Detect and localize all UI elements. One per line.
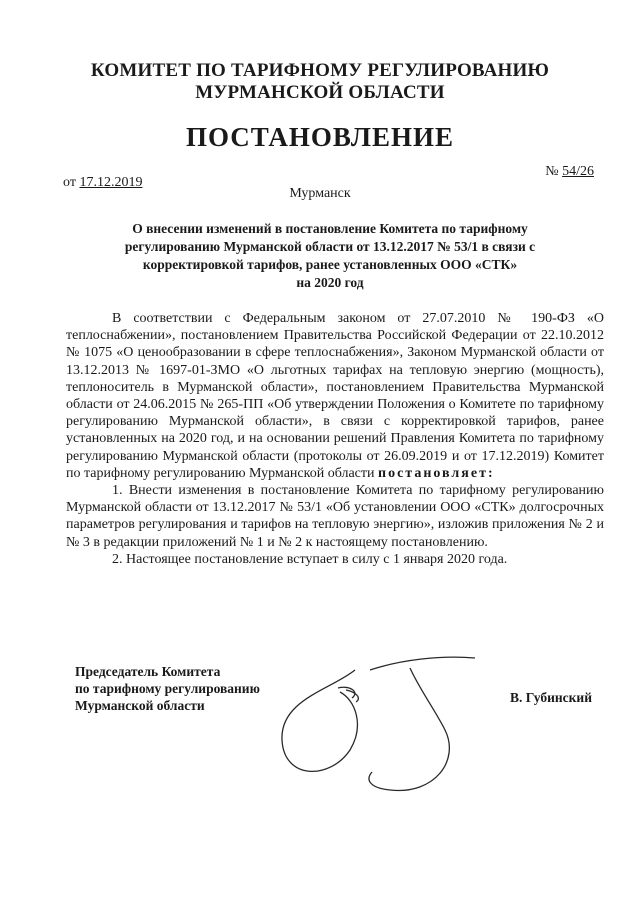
decree-item-1: 1. Внести изменения в постановление Комитета по тарифному регулированию Мурманской области от 13.12.2017 № 53/1 «Об установлении ООО «СТК» долгосрочных параметров регулирования и тарифов на тепловую энергию», изложив приложения № 2 и № 3 в редакции приложений № 1 и № 2 к настоящему постановлению.	[66, 483, 604, 550]
subject-line: корректировкой тарифов, ранее установленных ООО «СТК»	[142, 257, 518, 272]
position-line: Мурманской области	[75, 698, 205, 713]
date-value: 17.12.2019	[79, 175, 143, 190]
signatory-name: В. Губинский	[509, 690, 592, 705]
committee-name-line1: КОМИТЕТ ПО ТАРИФНОМУ РЕГУЛИРОВАНИЮ	[90, 60, 550, 81]
number-value: 54/26	[562, 164, 594, 179]
preamble-paragraph	[66, 310, 604, 482]
decree-item-2: 2. Настоящее постановление вступает в силу с 1 января 2020 года.	[112, 551, 508, 567]
subject-line: регулированию Мурманской области от 13.12.2017 № 53/1 в связи с	[124, 239, 536, 254]
document-city: Мурманск	[289, 186, 351, 201]
document-title: ПОСТАНОВЛЕНИЕ	[185, 122, 455, 152]
signatory-position	[75, 663, 260, 714]
preamble-text: В соответствии с Федеральным законом от 27.07.2010 № 190-ФЗ «О теплоснабжении», постановлением Правительства Российской Федерации от 22.10.2012 № 1075 «О ценообразовании в сфере теплоснабжения», Законом Мурманской области от 13.12.2013 № 1697-01-ЗМО «О льготных тарифах на тепловую энергию (мощность), теплоноситель в Мурманской области», постановлением Правительства Мурманской области от 24.06.2015 № 265-ПП «Об утверждении Положения о Комитете по тарифному регулированию Мурманской области», в связи с корректировкой тарифов, ранее установленных на 2020 год, и на основании решений Правления Комитета по тарифному регулированию Мурманской области (протоколы от 26.09.2019 и от 17.12.2019) Комитет по тарифному регулированию Мурманской области	[66, 311, 604, 481]
subject-line: О внесении изменений в постановление Комитета по тарифному	[132, 221, 528, 236]
position-line: по тарифному регулированию	[75, 681, 260, 696]
document-number	[545, 164, 594, 180]
document-body	[66, 310, 604, 568]
date-prefix: от	[63, 175, 76, 190]
committee-name-line2: МУРМАНСКОЙ ОБЛАСТИ	[195, 82, 445, 103]
position-line: Председатель Комитета	[75, 664, 221, 679]
number-prefix: №	[545, 164, 559, 179]
document-subject	[95, 220, 565, 292]
decree-word: постановляет:	[378, 465, 495, 481]
handwritten-signature	[260, 630, 500, 800]
subject-line: на 2020 год	[296, 275, 364, 290]
